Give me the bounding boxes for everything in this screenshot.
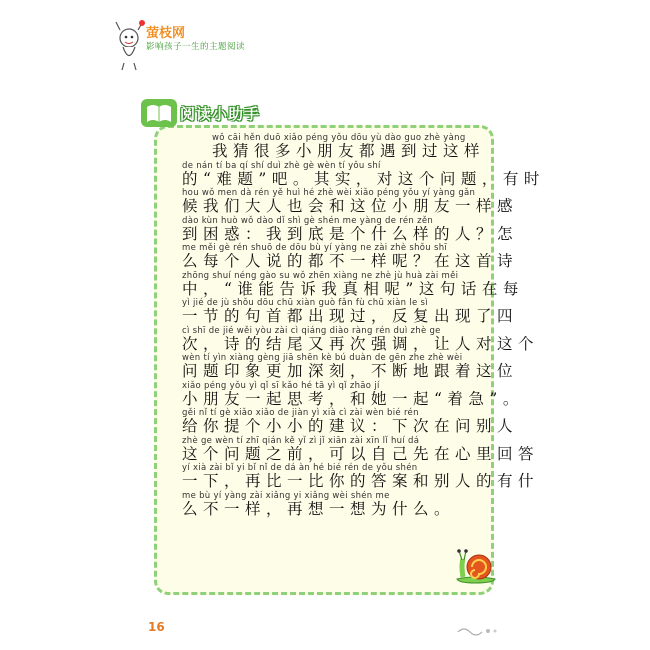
snail-icon	[455, 545, 497, 585]
hanzi-line: 我猜很多小朋友都遇到过这样	[212, 142, 486, 160]
page-number: 16	[148, 620, 165, 634]
hanzi-line: 么不一样，再想一想为什么。	[182, 499, 456, 518]
text-line	[182, 353, 519, 381]
pinyin-line: wèn tí yìn xiàng gèng jiā shēn kè bú duàn de gēn zhe zhè wèi	[182, 353, 463, 363]
hanzi-line: 候我们大人也会和这位小朋友一样感	[182, 197, 519, 215]
mascot-icon	[112, 18, 146, 72]
text-line	[182, 133, 486, 161]
text-line	[182, 491, 482, 519]
hanzi-line: 这个问题之前，可以自己先在心里回答	[182, 444, 540, 463]
hanzi-line: 么每个人说的都不一样呢？在这首诗	[182, 252, 519, 270]
footer-decoration	[456, 624, 500, 638]
brand-name: 萤枝网	[146, 26, 186, 41]
hanzi-line: 一节的句首都出现过，反复出现了四	[182, 307, 519, 325]
pinyin-line: de nán tí ba qí shí duì zhè gè wèn tí yǒu shí	[182, 160, 381, 171]
text-line	[182, 408, 519, 436]
text-line	[182, 188, 519, 216]
hanzi-line: 问题印象更加深刻，不断地跟着这位	[182, 362, 519, 380]
hanzi-line: 到困惑：我到底是个什么样的人？怎	[182, 224, 519, 243]
pinyin-line: yì jié de jù shǒu dōu chū xiàn guò fǎn fù chū xiàn le sì	[182, 298, 428, 308]
book-icon	[140, 96, 178, 130]
pinyin-line: yí xià zài bǐ yi bǐ nǐ de dá àn hé bié rén de yǒu shén	[182, 463, 418, 473]
hanzi-line: 中，“谁能告诉我真相呢”这句话在每	[182, 279, 524, 298]
brand-logo	[112, 18, 312, 74]
passage	[182, 133, 545, 518]
brand-slogan: 影响孩子一生的主题阅读	[146, 42, 246, 52]
pinyin-line: dào kùn huò wǒ dào dǐ shì gè shén me yàng de rén zěn	[182, 215, 434, 226]
hanzi-line: 小朋友一起思考，和她一起“着急”。	[182, 389, 524, 408]
hanzi-line: 一下，再比一比你的答案和别人的有什	[182, 472, 540, 490]
pinyin-line: me bù yí yàng zài xiǎng yi xiǎng wèi shén me	[182, 490, 390, 501]
text-line	[182, 435, 540, 464]
hanzi-line: 次，诗的结尾又再次强调，让人对这个	[182, 334, 540, 353]
pinyin-line: hou wǒ men dà rén yě huì hé zhè wèi xiǎo péng yǒu yí yàng gǎn	[182, 188, 476, 198]
panel-label	[140, 96, 260, 130]
pinyin-line: xiǎo péng yǒu yì qǐ sī kǎo hé tā yì qǐ zhāo jí	[182, 380, 380, 391]
text-line	[182, 270, 524, 299]
pinyin-line: wǒ cāi hěn duō xiǎo péng yǒu dōu yù dào guo zhè yàng	[212, 133, 466, 143]
hanzi-line: 的“难题”吧。其实，对这个问题，有时	[182, 169, 545, 188]
text-line	[182, 380, 524, 409]
hanzi-line: 给你提个小小的建议：下次在问别人	[182, 417, 519, 435]
text-line	[182, 215, 519, 244]
text-line	[182, 243, 519, 271]
pinyin-line: zhōng shuí néng gào su wǒ zhēn xiàng ne zhè jù huà zài měi	[182, 270, 459, 281]
pinyin-line: zhè ge wèn tí zhī qián kě yǐ zì jǐ xiān zài xīn lǐ huí dá	[182, 435, 420, 446]
pinyin-line: gěi nǐ tí gè xiǎo xiǎo de jiàn yì xià cì zài wèn bié rén	[182, 408, 419, 418]
text-line	[182, 298, 519, 326]
panel-title: 阅读小助手	[180, 104, 261, 123]
text-line	[182, 160, 545, 189]
pinyin-line: cì shī de jié wěi yòu zài cì qiáng diào ràng rén duì zhè ge	[182, 325, 441, 336]
text-line	[182, 325, 540, 354]
pinyin-line: me měi gè rén shuō de dōu bù yí yàng ne zài zhè shǒu shī	[182, 243, 448, 253]
text-line	[182, 463, 540, 491]
